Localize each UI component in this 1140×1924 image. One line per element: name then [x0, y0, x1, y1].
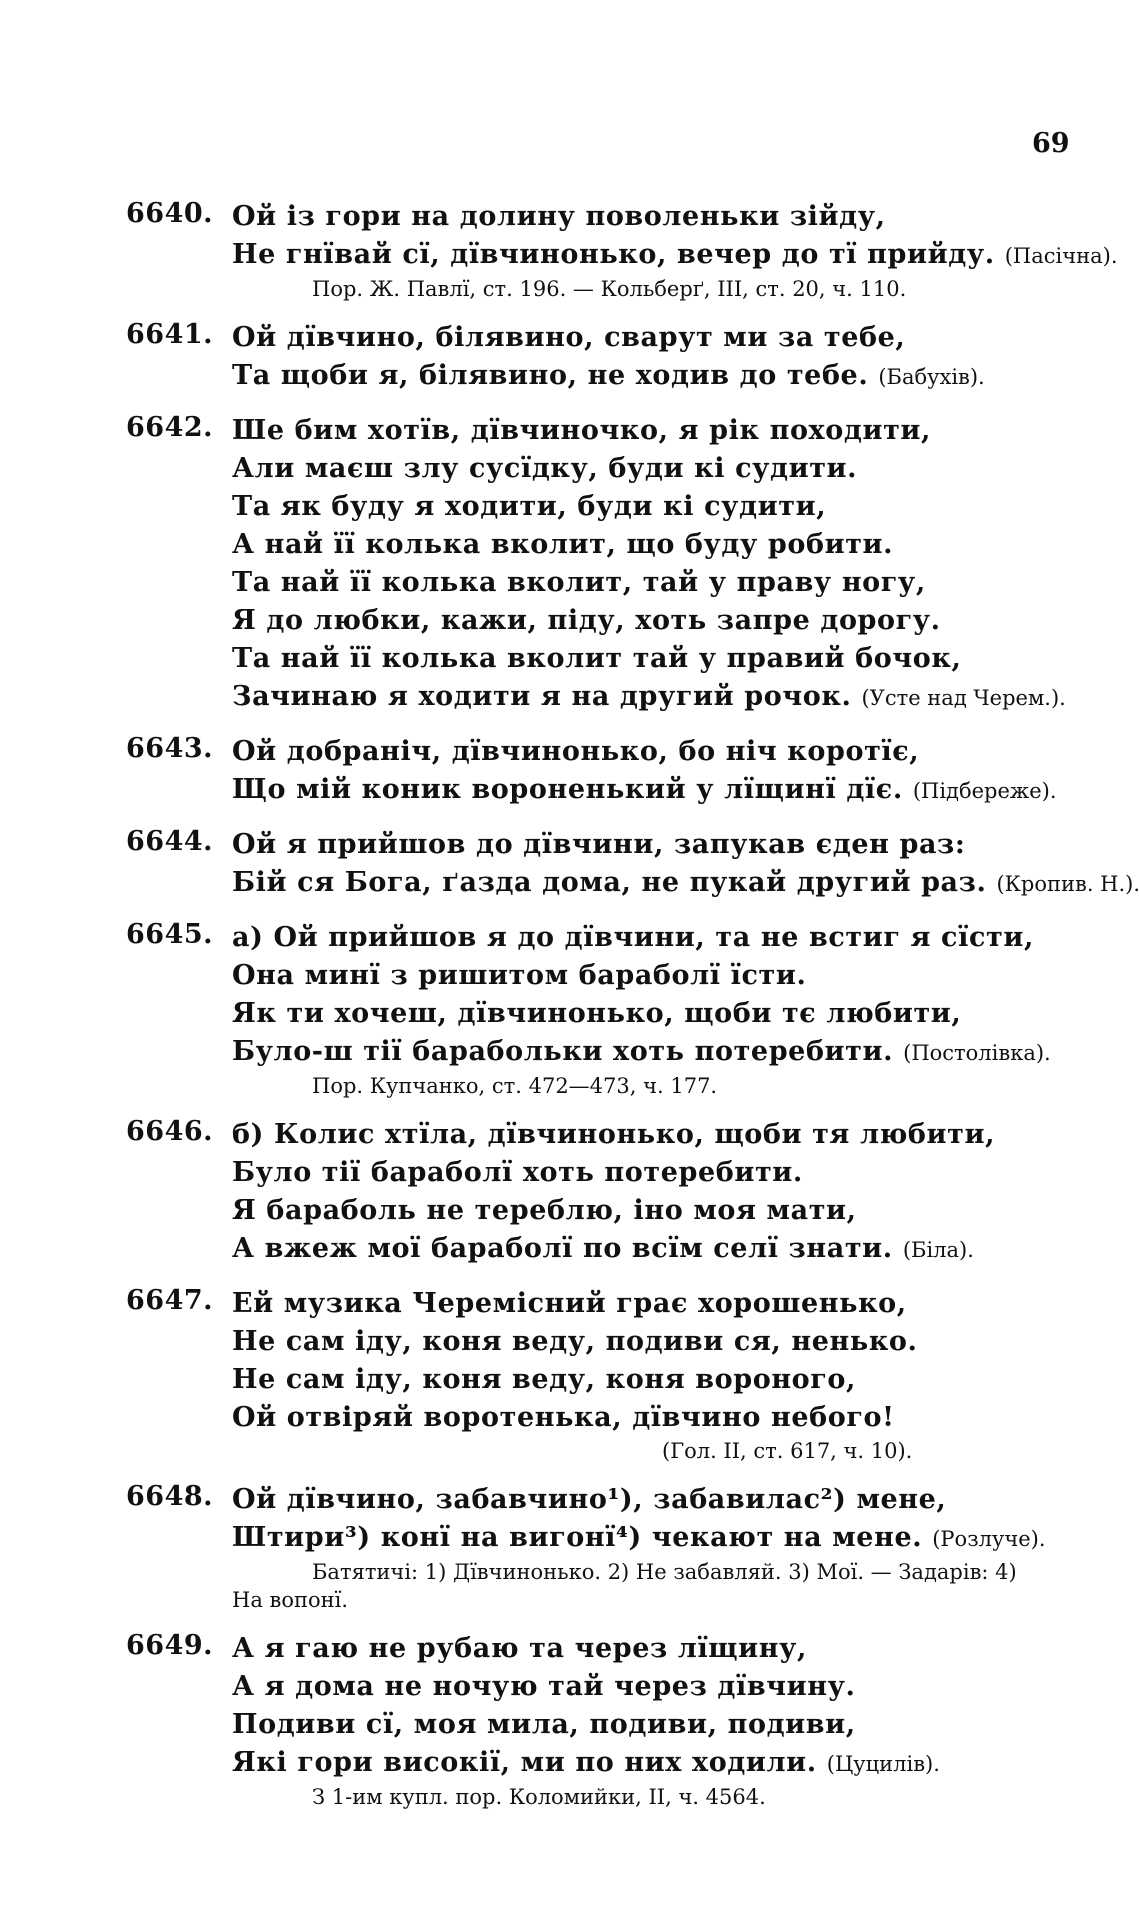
- verse-line: Не сам іду, коня веду, подиви ся, ненько.: [232, 1326, 918, 1357]
- verse-line: Що мій коник вороненький у лїщинї дїє. (Підбереже).: [232, 774, 1057, 805]
- song-list: [126, 198, 1140, 1827]
- verse-line: Та щоби я, білявино, не ходив до тебе. (Бабухів).: [232, 360, 985, 391]
- verse-line: А вжеж мої бараболї по всїм селї знати. (Біла).: [232, 1233, 974, 1264]
- verse-line: Подиви сї, моя мила, подиви, подиви,: [232, 1709, 856, 1740]
- verse-line: Она минї з ришитом бараболї їсти.: [232, 960, 807, 991]
- verse-line: Бій ся Бога, ґазда дома, не пукай другий раз. (Кропив. Н.).: [232, 867, 1140, 898]
- verse-line: Ой дївчино, білявино, сварут ми за тебе,: [232, 322, 906, 353]
- entry-6644: [126, 826, 1140, 903]
- entry-number: 6649.: [126, 1630, 214, 1661]
- entry-6647: [126, 1285, 1056, 1465]
- entry-6646: [126, 1116, 1056, 1269]
- entry-number: 6644.: [126, 826, 214, 857]
- verse-line: Ой я прийшов до дївчини, запукав єден раз:: [232, 829, 966, 860]
- verse-line: Було-ш тії барабольки хоть потеребити. (Постолівка).: [232, 1036, 1051, 1067]
- entry-6641: [126, 319, 1056, 396]
- verse-line: А я дома не ночую тай через дївчину.: [232, 1671, 856, 1702]
- reference-note: (Гол. II, ст. 617, ч. 10).: [662, 1439, 913, 1463]
- verse-line: Та най її колька вколит тай у правий бочок,: [232, 643, 962, 674]
- verse-line: Було тії бараболї хоть потеребити.: [232, 1157, 803, 1188]
- verse-line: Ой дївчино, забавчино¹), забавилас²) мене,: [232, 1484, 947, 1515]
- footnote-line: На вопонї.: [232, 1588, 349, 1612]
- verse-line: А я гаю не рубаю та через лїщину,: [232, 1633, 807, 1664]
- entry-6640: [126, 198, 1118, 303]
- verse-line: Як ти хочеш, дївчинонько, щоби тє любити,: [232, 998, 962, 1029]
- entry-number: 6645.: [126, 919, 214, 950]
- source-place: (Цуцилів).: [826, 1752, 940, 1776]
- verse-line: А най її колька вколит, що буду робити.: [232, 529, 894, 560]
- entry-number: 6642.: [126, 412, 214, 443]
- source-place: (Бабухів).: [878, 365, 985, 389]
- verse-line: Ой із гори на долину поволеньки зійду,: [232, 201, 886, 232]
- verse-line: Я бараболь не тереблю, іно моя мати,: [232, 1195, 857, 1226]
- reference-note: Пор. Ж. Павлї, ст. 196. — Кольберґ, III, ст. 20, ч. 110.: [312, 277, 907, 301]
- verse-line: Які гори високії, ми по них ходили. (Цуцилів).: [232, 1747, 940, 1778]
- entry-number: 6641.: [126, 319, 214, 350]
- verse-line: б) Колис хтїла, дївчинонько, щоби тя любити,: [232, 1119, 996, 1150]
- verse-line: Ой добраніч, дївчинонько, бо ніч коротїє,: [232, 736, 920, 767]
- reference-note: З 1-им купл. пор. Коломийки, II, ч. 4564.: [312, 1785, 766, 1809]
- entry-number: 6648.: [126, 1481, 214, 1512]
- verse-line: Штири³) конї на вигонї⁴) чекают на мене. (Розлуче).: [232, 1522, 1046, 1553]
- entry-6649: [126, 1630, 1056, 1811]
- entry-number: 6643.: [126, 733, 214, 764]
- entry-number: 6640.: [126, 198, 214, 229]
- verse-line: Ой отвіряй воротенька, дївчино небого!: [232, 1402, 895, 1433]
- entry-6642: [126, 412, 1066, 717]
- page-number: 69: [1032, 128, 1070, 159]
- source-place: (Постолівка).: [903, 1041, 1051, 1065]
- entry-6645: [126, 919, 1056, 1100]
- verse-line: Ше бим хотїв, дївчиночко, я рік походити,: [232, 415, 932, 446]
- entry-number: 6647.: [126, 1285, 214, 1316]
- verse-line: Ей музика Черемісний грає хорошенько,: [232, 1288, 907, 1319]
- entry-6643: [126, 733, 1056, 810]
- entry-6648: [126, 1481, 1056, 1614]
- verse-line: Та як буду я ходити, буди кі судити,: [232, 491, 827, 522]
- source-place: (Кропив. Н.).: [996, 872, 1140, 896]
- verse-line: Али маєш злу сусїдку, буди кі судити.: [232, 453, 858, 484]
- verse-line: Та най її колька вколит, тай у праву ногу,: [232, 567, 926, 598]
- verse-line: Я до любки, кажи, піду, хоть запре дорогу.: [232, 605, 941, 636]
- footnote-line: Батятичі: 1) Дївчинонько. 2) Не забавляй. 3) Мої. — Задарів: 4): [312, 1560, 1017, 1584]
- verse-line: Не сам іду, коня веду, коня вороного,: [232, 1364, 857, 1395]
- entry-number: 6646.: [126, 1116, 214, 1147]
- variant-footnote: [232, 1558, 1140, 1614]
- reference-note: Пор. Купчанко, ст. 472—473, ч. 177.: [312, 1074, 718, 1098]
- source-place: (Розлуче).: [932, 1527, 1046, 1551]
- verse-line: Не гнївай сї, дївчинонько, вечер до тї прийду. (Пасічна).: [232, 239, 1118, 270]
- verse-line: а) Ой прийшов я до дївчини, та не встиг я сїсти,: [232, 922, 1034, 953]
- source-place: (Усте над Черем.).: [861, 686, 1066, 710]
- verse-line: Зачинаю я ходити я на другий рочок. (Усте над Черем.).: [232, 681, 1066, 712]
- source-place: (Підбереже).: [912, 779, 1057, 803]
- source-place: (Біла).: [902, 1238, 974, 1262]
- source-place: (Пасічна).: [1004, 244, 1118, 268]
